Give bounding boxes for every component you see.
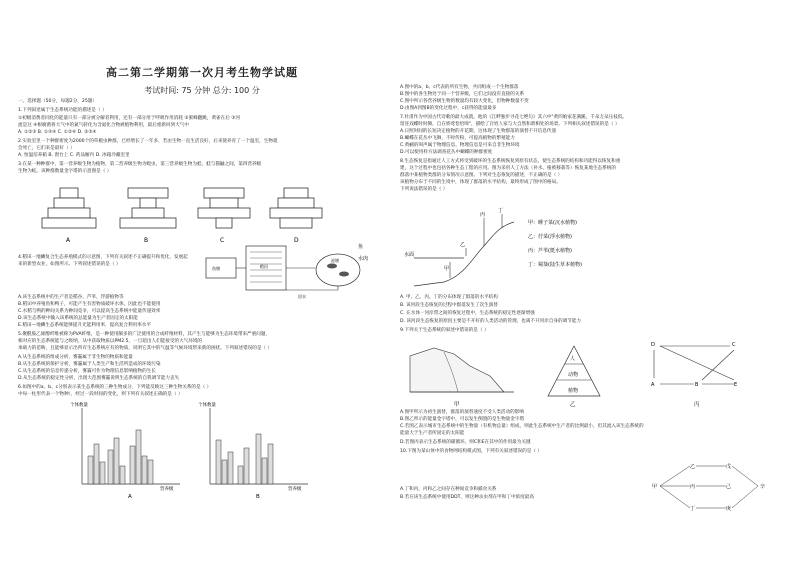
question-line: 5.聚酰胺乙烯醇纤维被称为PVA纤维，是一种使用颇多的广泛使用的合成纤维材料，其产生与能够为生态环境带来严重问题， <box>18 332 271 337</box>
q10-food-web <box>650 456 772 520</box>
q8-label-ding: 丁 <box>498 208 504 214</box>
q8-legend-2: 乙：荇菜(浮水植物) <box>528 234 572 240</box>
q10-node-xin: 辛 <box>760 484 766 490</box>
q8-legend-4: 丁：蜀葵(陆生草本植物) <box>528 262 582 268</box>
question-line: C.黄鹂的叫声属于物理信息，物理信息是可来自非生物环境 <box>400 143 520 148</box>
q9-pyramid-top: 人 <box>570 356 576 362</box>
q10-node-ji: 己 <box>726 484 732 490</box>
question-line: A.丁和丙、丙和乙之间存在种间竞争和捕食关系 <box>400 487 497 492</box>
question-line: 9.下列关于生态系统的叙述中错误的是（ ） <box>400 328 489 333</box>
question-line: 建，这个过程中也包括各种生态工程的应用。图为采用人工方法（补水、植被移栽等）恢复某地生态系统的 <box>400 166 616 171</box>
q9-carbon-cycle-figure <box>651 342 737 408</box>
q6a-caption: A <box>128 494 132 500</box>
question-line: D.由图A到图B的变化过程中，c获得的能量最多 <box>400 106 497 111</box>
q8-water-surface: 水面 <box>404 252 415 258</box>
q9-node-b: B <box>695 382 699 388</box>
pyramid-a <box>42 188 96 228</box>
question-line: 4.稻田一地鳞复合生态养殖模式的示意图，下列有关叙述不正确提升和优化，发展起 <box>18 255 188 260</box>
question-line: A.该生态系统中的生产者是稻谷、芦苇、浮游植物等 <box>18 295 124 300</box>
question-line: 留连戏蝶时时舞，自在娇莺恰恰啼"，描绘了百姓人家与大自然和谐相处的场景。下列相关叙述错误的是（ ） <box>400 122 620 127</box>
q9-caption-yi: 乙 <box>570 402 576 408</box>
q6b-caption: B <box>256 494 260 500</box>
question-line: B.若在该生态系统中使用DDT，则这种杀虫剂在甲和丁中浓度最高 <box>400 495 534 500</box>
q9-succession-figure <box>410 348 514 408</box>
question-line: D.从生态系统的稳定性分析，出现大范围雾霾说明生态系统的自我调节能力丧失 <box>18 376 180 381</box>
question-line: A. 恒温培养箱 B. 窗台上 C. 药品橱内 D. 冰箱冷藏室里 <box>18 153 130 158</box>
question-line: A.从生态系统的组成分析，雾霾属于非生物的物质和能量 <box>18 355 133 360</box>
question-line: 6.如图中的a、b、c分别表示某生态系统的三种生物成分，下列能反映这三种生物关系的是（ ） <box>18 385 212 390</box>
question-line: C.水稻与鸭的种间关系为种间竞争，可以提高生态系统中能量传递效率 <box>18 309 161 314</box>
question-line: B.稻田中养殖鱼和鸭子，可能产生有害物质破坏水体，因此也不能使用 <box>18 302 161 307</box>
question-line: ①初级消费者同化的能量只有一部分被分解者利用，还有一部分用于呼吸作用消耗 ②蜜蜂翻跳，黄雀在后 ③河 <box>18 116 240 121</box>
q4-label-fishpond: 鱼塘 <box>212 266 220 271</box>
question-line: A. 甲、乙、丙、丁的分布体现了群落的水平结构 <box>400 295 498 300</box>
question-line: 中每一柱形代表一个物种），经过一段时间的变化，则下列有关叙述正确的是（ ） <box>18 392 183 397</box>
question-line: B.蝴蝶在花丛中飞舞，不时传粉，可提高植物的繁殖能力 <box>400 136 515 141</box>
q9-figures <box>404 336 774 410</box>
pyramid-c <box>198 188 250 228</box>
question-line: 8.生态恢复是指通过人工方式将受到破坏的生态系统恢复到原有状态，使生态系统的结构和功能得以恢复和重 <box>400 159 621 164</box>
q8-label-yi: 乙 <box>460 242 466 248</box>
question-line: C.若图乙表示城市生态系统中的生物量（有机物总量）组成，则此生态系统中生产者的比例最小，但其流入该生态系统的 <box>400 424 644 429</box>
question-line: 能量大于生产者所固定的太阳能 <box>400 431 465 436</box>
question-line: 7.杜甫作为中国古代诗歌的最大成就，他的《江畔独步寻花七绝句》其六中"黄四娘家花满蹊，千朵万朵压枝低。 <box>400 115 628 120</box>
question-line: 来的新型农业，如图所示。下列叙述错误的是（ ） <box>18 262 121 267</box>
q4-label-rice: 稻田 <box>260 264 268 269</box>
q10-node-bing: 丙 <box>690 484 696 490</box>
q9-node-a: A <box>651 382 655 388</box>
q9-pyramid-mid: 动物 <box>568 372 579 378</box>
q9-pyramid-figure <box>548 346 600 408</box>
pyramid-label-b: B <box>144 237 149 244</box>
q9-caption-bing: 丙 <box>694 402 700 408</box>
question-line: D. 该河段生态恢复的原因主要是不开好的人类活动的管理，也离不开河岸自身的调节能力 <box>400 319 582 324</box>
question-line: A. ①②③ B. ①③④ C. ①②④ D. ②③④ <box>18 130 97 135</box>
pyramid-b <box>120 188 176 228</box>
q10-node-geng: 庚 <box>726 506 732 512</box>
q4-farming-diagram <box>198 240 388 302</box>
q10-node-wu: 戊 <box>726 464 732 470</box>
q8-legend-3: 丙：芦苇(挺水植物) <box>528 248 572 254</box>
pyramid-d <box>270 188 322 228</box>
question-line: C. 在水体一河岸带之间的恢复过程中，生态系统的稳定性逐渐增强 <box>400 311 535 316</box>
question-line: 相对应的生态系统能与之吸纳，从中获取物质以PM2.5，一旦超出人们能接受的大气环境的 <box>18 339 203 344</box>
question-line: A.图中的a、b、c代表的所有生物，共同组成一个生物群落 <box>400 85 519 90</box>
question-line: 下列说法错误的是（ ） <box>400 187 448 192</box>
q6a-xlabel: 营养级 <box>160 487 174 492</box>
q8-legend-1: 甲：睡子菜(沉水植物) <box>528 220 577 226</box>
question-line: 生物为蛇。该种群数量金字塔的示意图是（ ） <box>18 169 112 174</box>
q8-riverbank-diagram <box>404 196 774 294</box>
question-line: 流是这 ④根瘤菌将大气中的氮气转化为含氮化合物被植物利用，最后重新回到大气中 <box>18 123 189 128</box>
q9-node-c: C <box>732 342 736 348</box>
question-line: C.从生态系统的信息传递分析，雾霾可作为物理信息影响植物的生长 <box>18 369 156 374</box>
exam-info: 考试时间: 75 分钟 总分: 100 分 <box>144 86 260 95</box>
q9-node-d: D <box>651 342 655 348</box>
question-line: E.稻田—地鳞生态系统能够提升光能利用率，提高复合利用率水平 <box>18 323 151 328</box>
question-line: 3.在某一种种群中，第一营养级生物为植物，第二营养级生物为蝗虫，第三营养级生物为蛙，蛙与猫鼬之间，第四营养级 <box>18 162 262 167</box>
question-line: 承载力的范畴，且能够显示出所有生态系统应有的物质，说明它其中的气温等气候环境带来新的困扰。下列叙述错误的是（ ） <box>18 346 273 351</box>
q9-pyramid-bottom: 植物 <box>568 388 579 394</box>
q6-chart-b <box>196 400 316 500</box>
question-line: D.若图丙表示生态系统的碳循环，则C和E在其中的作用最为关键 <box>400 440 531 445</box>
q6a-ylabel: 个体数量 <box>70 403 88 408</box>
question-line: B. 该河段生态恢复的过程中群落发生了次生演替 <box>400 303 498 308</box>
question-line: 一、选择题（50分，每题2分，25题） <box>18 99 97 104</box>
q6-chart-a <box>68 400 188 500</box>
q4-label-fish: 鱼 <box>358 244 364 250</box>
question-line: 群落中某植物类群的分布情况示意图。下列对生态恢复的描述，不正确的是（ ） <box>400 173 563 178</box>
q4-label-water: 水肉 <box>358 256 369 262</box>
question-line: D.该生态系统中输入该系统的总能量为生产者固定的太阳能 <box>18 316 138 321</box>
question-line: C.图中所示各营养级生物的数量均有较大变化，但物种数量不变 <box>400 99 529 104</box>
question-line: 10.下图为某山体中的食物网结构模式图，下列有关叙述错误的是（ ） <box>400 449 542 454</box>
q9-caption-jia: 甲 <box>454 402 460 408</box>
question-line: 该植物分布于不同的生境中，体现了群落的水平结构，最终形成了图中的格局。 <box>400 180 561 185</box>
q6b-xlabel: 营养级 <box>288 487 302 492</box>
pyramid-label-a: A <box>66 237 71 244</box>
pyramid-label-d: D <box>294 237 299 244</box>
q10-node-ding: 丁 <box>690 506 696 512</box>
q9-node-e: E <box>734 382 738 388</box>
question-line: 2.实验室里一个种群密度为2000个的草履虫种群，已经增长了一年多，若由生物一直生活良好，后来使养育了一个温室，生物就 <box>18 139 278 144</box>
q10-node-jia: 甲 <box>652 484 658 490</box>
question-line: A.日照时间的长短决定植物的开花期，这体现了生物群落的演替不开信息传递 <box>400 129 557 134</box>
q4-label-pond: 池塘 <box>331 258 339 263</box>
q10-node-yi: 乙 <box>690 464 696 470</box>
question-line: A.图甲所示为初生演替，群落的演替速度不受人类活动的影响 <box>400 410 524 415</box>
question-line: B.从生态系统的保护分析，雾霾属于人类生产和生活所造成的环境污染 <box>18 362 161 367</box>
q6b-ylabel: 个体数量 <box>198 403 216 408</box>
pyramid-label-c: C <box>220 237 225 244</box>
question-line: B.图中的各生物处于同一个营养级，它们之间没有直接的关系 <box>400 92 525 97</box>
q8-label-bing: 丙 <box>480 212 486 218</box>
question-line: 会死亡，它们来是最好（ ） <box>18 146 75 151</box>
q8-label-jia: 甲 <box>444 266 450 272</box>
question-line: 1.下列叙述属于生态系统功能的描述是（ ） <box>18 108 107 113</box>
exam-title: 高二第二学期第一次月考生物学试题 <box>106 66 298 79</box>
question-line: D.可以使用样方法调查花丛中蝴蝶的种群密度 <box>400 150 493 155</box>
q4-label-backwater: 回水 <box>298 294 306 299</box>
question-line: B.图乙所示的能量金字塔中，可以发生倒置的是生物量金字塔 <box>400 417 525 422</box>
